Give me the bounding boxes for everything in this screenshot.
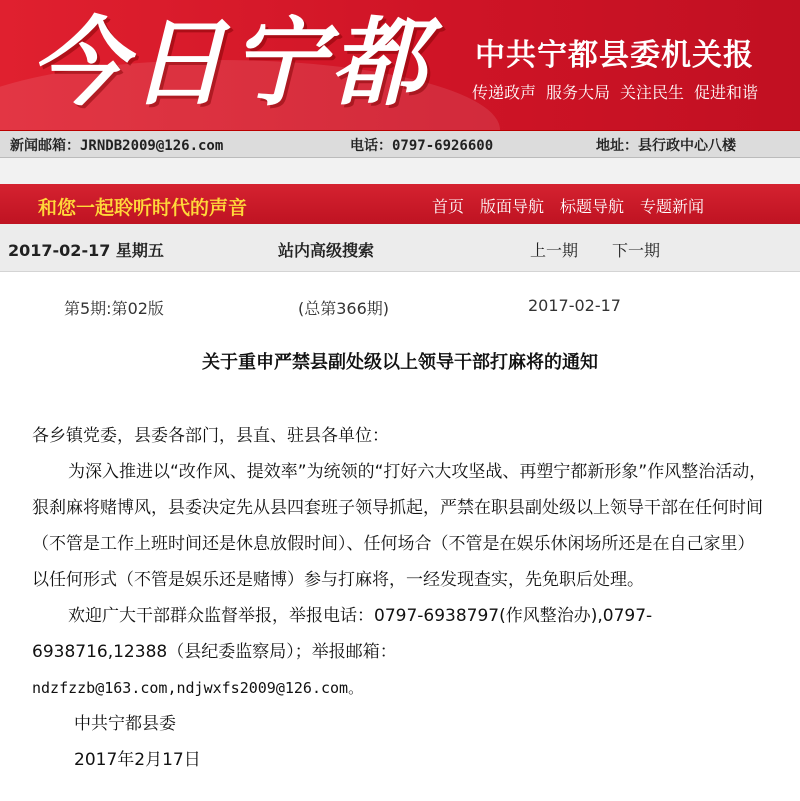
- masthead-banner: [0, 0, 800, 130]
- phone-number: 电话：0797-6926600: [350, 138, 494, 154]
- date-toolbar: [0, 224, 800, 272]
- news-email: 新闻邮箱：JRNDB2009@126.com: [10, 138, 224, 154]
- nav-links: [432, 194, 704, 217]
- article-date: 2017-02-17: [528, 296, 621, 315]
- nav-page-navigation-link[interactable]: 版面导航: [480, 197, 545, 216]
- slogan-item: 关注民生: [620, 83, 685, 102]
- article-paragraph: 为深入推进以“改作风、提效率”为统领的“打好六大攻坚战、再塑宁都新形象”作风整治活动，狠刹麻将赌博风，县委决定先从县四套班子领导抓起，严禁在职县副处级以上领导干部在任何时间（不管是工作上班时间还是休息放假时间）、任何场合（不管是在娱乐休闲场所还是在自己家里）以任何形式（不管是娱乐还是赌博）参与打麻将，一经发现查实，先免职后处理。: [32, 462, 767, 590]
- slogan-row: [472, 80, 758, 103]
- signature-org: 中共宁都县委: [74, 714, 176, 734]
- report-paragraph: 欢迎广大干部群众监督举报，举报电话：0797-6938797(作风整治办),0797-6938716,12388（县纪委监察局）；举报邮箱：: [32, 606, 653, 662]
- issue-date: 2017-02-17 星期五: [8, 241, 164, 260]
- nav-special-news-link[interactable]: 专题新闻: [640, 197, 705, 216]
- nav-title-navigation-link[interactable]: 标题导航: [560, 197, 625, 216]
- previous-issue-link[interactable]: 上一期: [530, 241, 579, 260]
- issue-page-label: 第5期:第02版: [64, 299, 164, 318]
- next-issue-link[interactable]: 下一期: [612, 241, 661, 260]
- contact-info-bar: [0, 130, 800, 158]
- slogan-item: 促进和谐: [694, 83, 759, 102]
- divider-band: [0, 158, 800, 184]
- signature-date: 2017年2月17日: [74, 750, 201, 770]
- tagline: 和您一起聆听时代的声音: [38, 197, 248, 219]
- address: 地址：县行政中心八楼: [596, 138, 736, 154]
- total-issue-label: (总第366期): [298, 299, 390, 318]
- article-title: 关于重申严禁县副处级以上领导干部打麻将的通知: [202, 352, 598, 373]
- newspaper-logo[interactable]: [30, 2, 460, 127]
- advanced-search-link[interactable]: 站内高级搜索: [278, 241, 375, 260]
- logo-text: 今日宁都: [30, 6, 430, 119]
- article-body: [32, 418, 767, 778]
- salutation: 各乡镇党委，县委各部门，县直、驻县各单位：: [32, 426, 389, 446]
- slogan-item: 服务大局: [546, 83, 611, 102]
- report-emails: ndzfzzb@163.com,ndjwxfs2009@126.com。: [32, 679, 364, 697]
- nav-home-link[interactable]: 首页: [432, 197, 465, 216]
- org-title: 中共宁都县委机关报: [475, 38, 754, 73]
- main-nav-bar: [0, 184, 800, 224]
- slogan-item: 传递政声: [472, 83, 537, 102]
